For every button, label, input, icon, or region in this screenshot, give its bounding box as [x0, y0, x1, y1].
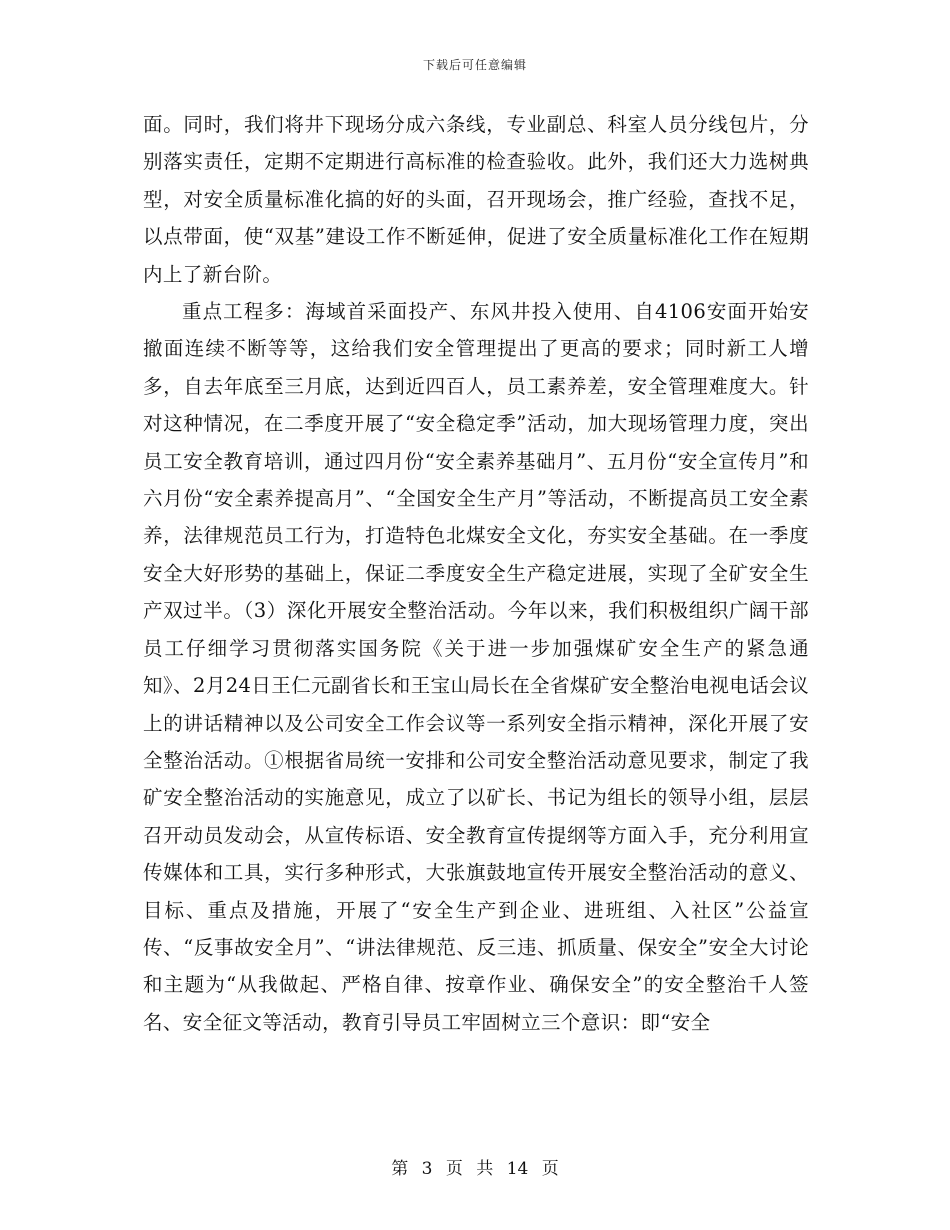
page-number: 第 3 页 共 14 页 — [391, 1159, 559, 1179]
page-header-note: 下载后可任意编辑 — [422, 58, 527, 72]
paragraph-2: 重点工程多：海域首采面投产、东风井投入使用、自4106安面开始安撤面连续不断等等，这给我们安全管理提出了更高的要求；同时新工人增多，自去年底至三月底，达到近四百人，员工素养差，安全管理难度大。针对这种情况，在二季度开展了“安全稳定季”活动，加大现场管理力度，突出员工安全教育培训，通过四月份“安全素养基础月”、五月份“安全宣传月”和六月份“安全素养提高月”、“全国安全生产月”等活动，不断提高员工安全素养，法律规范员工行为，打造特色北煤安全文化，夯实安全基础。在一季度安全大好形势的基础上，保证二季度安全生产稳定进展，实现了全矿安全生产双过半。（3）深化开展安全整治活动。今年以来，我们积极组织广阔干部员工仔细学习贯彻落实国务院《关于进一步加强煤矿安全生产的紧急通知》、2月24日王仁元副省长和王宝山局长在全省煤矿安全整治电视电话会议上的讲话精神以及公司安全工作会议等一系列安全指示精神，深化开展了安全整治活动。①根据省局统一安排和公司安全整治活动意见要求，制定了我矿安全整治活动的实施意见，成立了以矿长、书记为组长的领导小组，层层召开动员发动会，从宣传标语、安全教育宣传提纲等方面入手，充分利用宣传媒体和工具，实行多种形式，大张旗鼓地宣传开展安全整治活动的意义、目标、重点及措施，开展了“安全生产到企业、进班组、入社区”公益宣传、“反事故安全月”、“讲法律规范、反三违、抓质量、保安全”安全大讨论和主题为“从我做起、严格自律、按章作业、确保安全”的安全整治千人签名、安全征文等活动，教育引导员工牢固树立三个意识：即“安全 — [143, 300, 809, 1034]
document-body — [143, 106, 809, 1041]
paragraph-1: 面。同时，我们将井下现场分成六条线，专业副总、科室人员分线包片，分别落实责任，定期不定期进行高标准的检查验收。此外，我们还大力选树典型，对安全质量标准化搞的好的头面，召开现场会，推广经验，查找不足，以点带面，使“双基”建设工作不断延伸，促进了安全质量标准化工作在短期内上了新台阶。 — [143, 113, 809, 286]
